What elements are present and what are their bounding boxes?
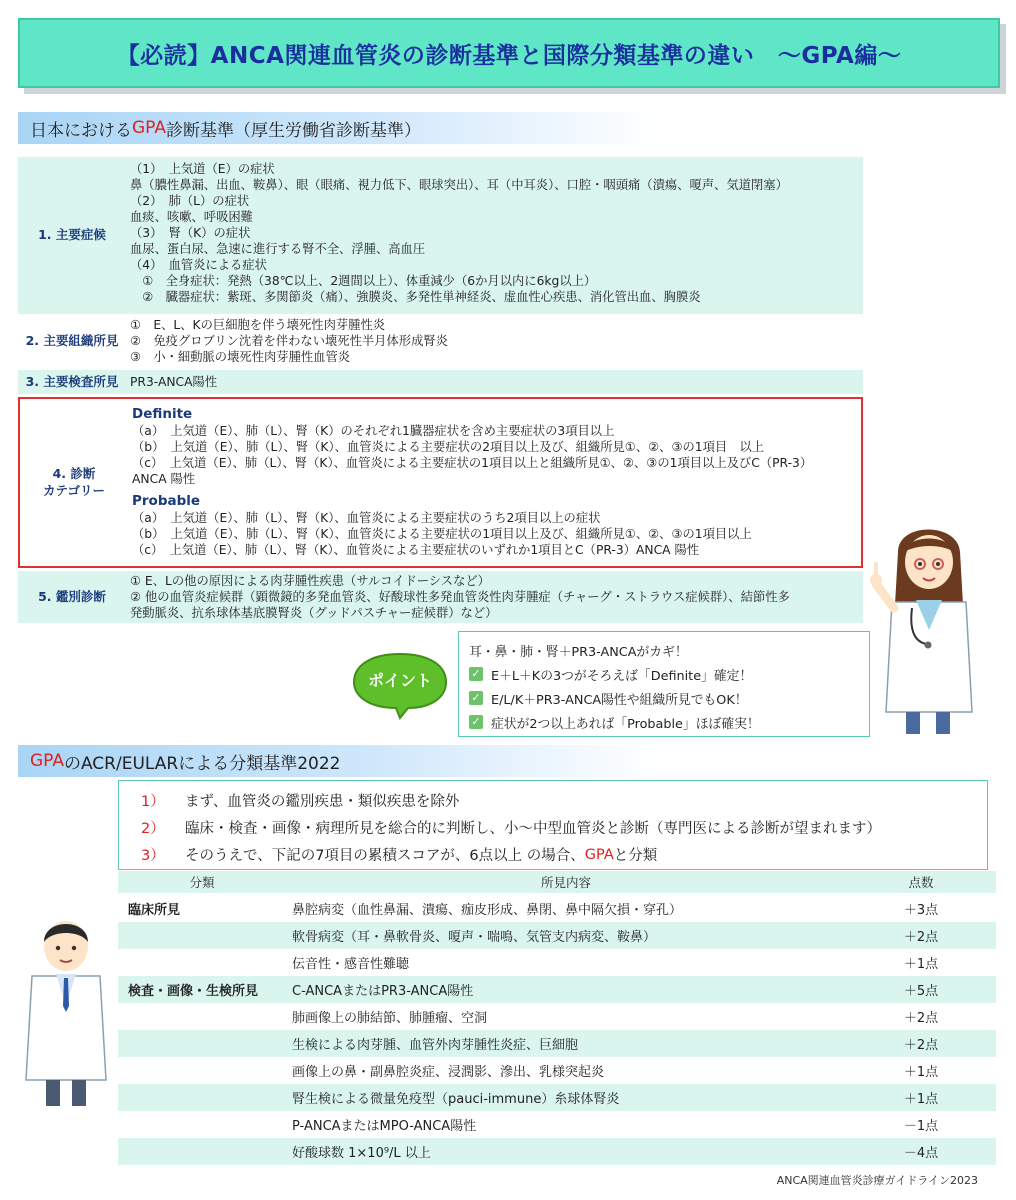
- criteria-line: （4） 血管炎による症状: [130, 258, 267, 272]
- point-box: [458, 631, 870, 737]
- row-finding: 軟骨病変（耳・鼻軟骨炎、嗄声・喘鳴、気管支内病変、鞍鼻）: [292, 930, 657, 945]
- criteria-line: 血尿、蛋白尿、急速に進行する腎不全、浮腫、高血圧: [130, 242, 426, 256]
- step-number: 3）: [141, 848, 165, 864]
- criteria-lab: [18, 370, 863, 394]
- step-number: 2）: [141, 821, 165, 837]
- point-badge-label: ポイント: [367, 671, 432, 690]
- header-category: 分類: [189, 875, 215, 890]
- row-score: －1点: [903, 1119, 939, 1134]
- point-item: [469, 662, 859, 686]
- row-score: －4点: [903, 1146, 939, 1161]
- criteria-line: ① E、Lの他の原因による肉芽腫性疾患（サルコイドーシスなど）: [130, 574, 490, 588]
- female-doctor-illustration: [868, 512, 988, 737]
- criteria-line: （1） 上気道（E）の症状: [130, 162, 275, 176]
- criteria-line: 鼻（膿性鼻漏、出血、鞍鼻）、眼（眼痛、視力低下、眼球突出）、耳（中耳炎）、口腔・咽頭痛（潰瘍、嗄声、気道閉塞）: [130, 178, 788, 192]
- criteria-line: （3） 腎（K）の症状: [130, 226, 251, 240]
- point-item-text: E＋L＋Kの3つがそろえば「Definite」確定！: [491, 668, 753, 684]
- criteria-body: [126, 157, 863, 314]
- row-finding: 肺画像上の肺結節、肺腫瘤、空洞: [292, 1011, 488, 1026]
- table-row: [118, 976, 996, 1003]
- step-text: そのうえで、下記の7項目の累積スコアが、6点以上 の場合、: [185, 848, 585, 864]
- section-header-gpa: GPA: [30, 751, 64, 771]
- score-table-header: [118, 871, 996, 893]
- criteria-line: （a） 上気道（E）、肺（L）、腎（K）のそれぞれ1臓器症状を含め主要症状の3項目以上: [132, 424, 615, 438]
- step-text-gpa: GPA: [584, 846, 614, 863]
- point-item: [469, 686, 859, 710]
- section-header-gpa: GPA: [132, 118, 166, 138]
- row-finding: C-ANCAまたはPR3-ANCA陽性: [292, 984, 474, 999]
- criteria-line: （2） 肺（L）の症状: [130, 194, 250, 208]
- header-finding: 所見内容: [540, 875, 591, 890]
- row-score: ＋3点: [903, 903, 939, 918]
- criteria-label: [20, 399, 128, 566]
- step-text: 臨床・検査・画像・病理所見を総合的に判断し、小～中型血管炎と診断（専門医による診断が望まれます）: [185, 821, 881, 837]
- criteria-label-line2: カテゴリー: [42, 482, 105, 498]
- row-finding: 画像上の鼻・副鼻腔炎症、浸潤影、滲出、乳様突起炎: [292, 1065, 605, 1080]
- table-row: [118, 1057, 996, 1084]
- table-row: [118, 1030, 996, 1057]
- row-category: 検査・画像・生検所見: [128, 984, 259, 999]
- criteria-body: PR3-ANCA陽性: [130, 375, 218, 389]
- criteria-differential: [18, 571, 863, 623]
- row-score: ＋2点: [903, 1011, 939, 1026]
- check-icon: ✓: [469, 715, 483, 729]
- table-row: [118, 1084, 996, 1111]
- criteria-body: [128, 399, 861, 566]
- criteria-main-symptoms: [18, 157, 863, 314]
- row-finding: 伝音性・感音性難聴: [292, 957, 410, 972]
- section-header-japan: [18, 112, 658, 144]
- row-finding: 好酸球数 1×10⁹/L 以上: [292, 1146, 431, 1161]
- header-score: 点数: [908, 875, 934, 890]
- point-heading: 耳・鼻・肺・腎＋PR3-ANCAがカギ！: [469, 644, 688, 660]
- row-category: 臨床所見: [128, 903, 181, 918]
- criteria-line: （c） 上気道（E）、肺（L）、腎（K）、血管炎による主要症状のいずれか1項目とC（PR-3）ANCA 陽性: [132, 543, 700, 557]
- table-row: [118, 1003, 996, 1030]
- section-header-post: のACR/EULARによる分類基準2022: [63, 753, 341, 774]
- point-badge-icon: [350, 650, 450, 720]
- source-footer: ANCA関連血管炎診療ガイドライン2023: [776, 1174, 978, 1187]
- criteria-line: ① 全身症状：発熱（38℃以上、2週間以上）、体重減少（6か月以内に6kg以上）: [130, 274, 597, 288]
- section-header-post: 診断基準（厚生労働省診断基準）: [165, 120, 421, 141]
- step-text: まず、血管炎の鑑別疾患・類似疾患を除外: [185, 794, 460, 810]
- row-score: ＋2点: [903, 930, 939, 945]
- criteria-line: ② 他の血管炎症候群（顕微鏡的多発血管炎、好酸球性多発血管炎性肉芽腫症（チャーグ・ストラウス症候群）、結節性多: [130, 590, 790, 604]
- criteria-line: ① E、L、Kの巨細胞を伴う壊死性肉芽腫性炎: [130, 318, 386, 332]
- table-row: [118, 1138, 996, 1165]
- criteria-line: （a） 上気道（E）、肺（L）、腎（K）、血管炎による主要症状のうち2項目以上の症状: [132, 511, 601, 525]
- criteria-histology: [18, 316, 863, 366]
- row-score: ＋1点: [903, 957, 939, 972]
- criteria-line: （c） 上気道（E）、肺（L）、腎（K）、血管炎による主要症状の1項目以上と組織所見①、②、③の1項目以上及びC（PR-3）: [132, 456, 813, 470]
- criteria-line: 血痰、咳嗽、呼吸困難: [130, 210, 253, 224]
- steps-box: [118, 780, 988, 870]
- criteria-label-line1: 4. 診断: [52, 465, 96, 481]
- row-finding: 腎生検による微量免疫型（pauci-immune）糸球体腎炎: [292, 1092, 620, 1107]
- point-item-text: 症状が2つ以上あれば「Probable」ほぼ確実！: [491, 716, 760, 732]
- check-icon: ✓: [469, 691, 483, 705]
- criteria-category: [18, 397, 863, 568]
- section-header-pre: 日本における: [30, 120, 132, 141]
- criteria-body: [126, 316, 863, 366]
- step-number: 1）: [141, 794, 165, 810]
- table-row: [118, 949, 996, 976]
- criteria-line: （b） 上気道（E）、肺（L）、腎（K）、血管炎による主要症状の1項目以上及び、組織所見①、②、③の1項目以上: [132, 527, 752, 541]
- point-item-text: E/L/K＋PR3-ANCA陽性や組織所見でもOK！: [491, 692, 748, 708]
- row-score: ＋5点: [903, 984, 939, 999]
- probable-title: Probable: [132, 493, 201, 509]
- row-score: ＋2点: [903, 1038, 939, 1053]
- criteria-line: ANCA 陽性: [132, 472, 196, 486]
- row-finding: P-ANCAまたはMPO-ANCA陽性: [292, 1119, 477, 1134]
- criteria-line: ② 免疫グロブリン沈着を伴わない壊死性半月体形成腎炎: [130, 334, 448, 348]
- section-header-acr: [18, 745, 658, 777]
- step-item: [141, 841, 987, 868]
- criteria-line: ② 臓器症状：紫斑、多関節炎（痛）、強膜炎、多発性単神経炎、虚血性心疾患、消化管出血、胸膜炎: [130, 290, 701, 304]
- table-row: [118, 1111, 996, 1138]
- criteria-label: 2. 主要組織所見: [25, 332, 119, 348]
- step-item: [141, 787, 987, 814]
- check-icon: ✓: [469, 667, 483, 681]
- step-text-post: と分類: [613, 848, 658, 864]
- page-title: 【必読】ANCA関連血管炎の診断基準と国際分類基準の違い ～GPA編～: [18, 18, 1000, 88]
- definite-title: Definite: [132, 406, 193, 422]
- criteria-label: 5. 鑑別診断: [38, 588, 106, 604]
- criteria-line: （b） 上気道（E）、肺（L）、腎（K）、血管炎による主要症状の2項目以上及び、組織所見①、②、③の1項目 以上: [132, 440, 765, 454]
- criteria-label: 3. 主要検査所見: [25, 373, 119, 389]
- row-finding: 鼻腔病変（血性鼻漏、潰瘍、痂皮形成、鼻閉、鼻中隔欠損・穿孔）: [292, 903, 683, 918]
- criteria-label: 1. 主要症候: [38, 227, 106, 243]
- row-score: ＋1点: [903, 1092, 939, 1107]
- table-row: [118, 895, 996, 922]
- criteria-line: 発動脈炎、抗糸球体基底膜腎炎（グッドパスチャー症候群）など）: [130, 606, 498, 620]
- point-item: [469, 710, 859, 734]
- row-finding: 生検による肉芽腫、血管外肉芽腫性炎症、巨細胞: [292, 1038, 579, 1053]
- step-item: [141, 814, 987, 841]
- male-doctor-illustration: [20, 910, 112, 1110]
- table-row: [118, 922, 996, 949]
- criteria-line: ③ 小・細動脈の壊死性肉芽腫性血管炎: [130, 350, 351, 364]
- row-score: ＋1点: [903, 1065, 939, 1080]
- criteria-body: [126, 571, 863, 623]
